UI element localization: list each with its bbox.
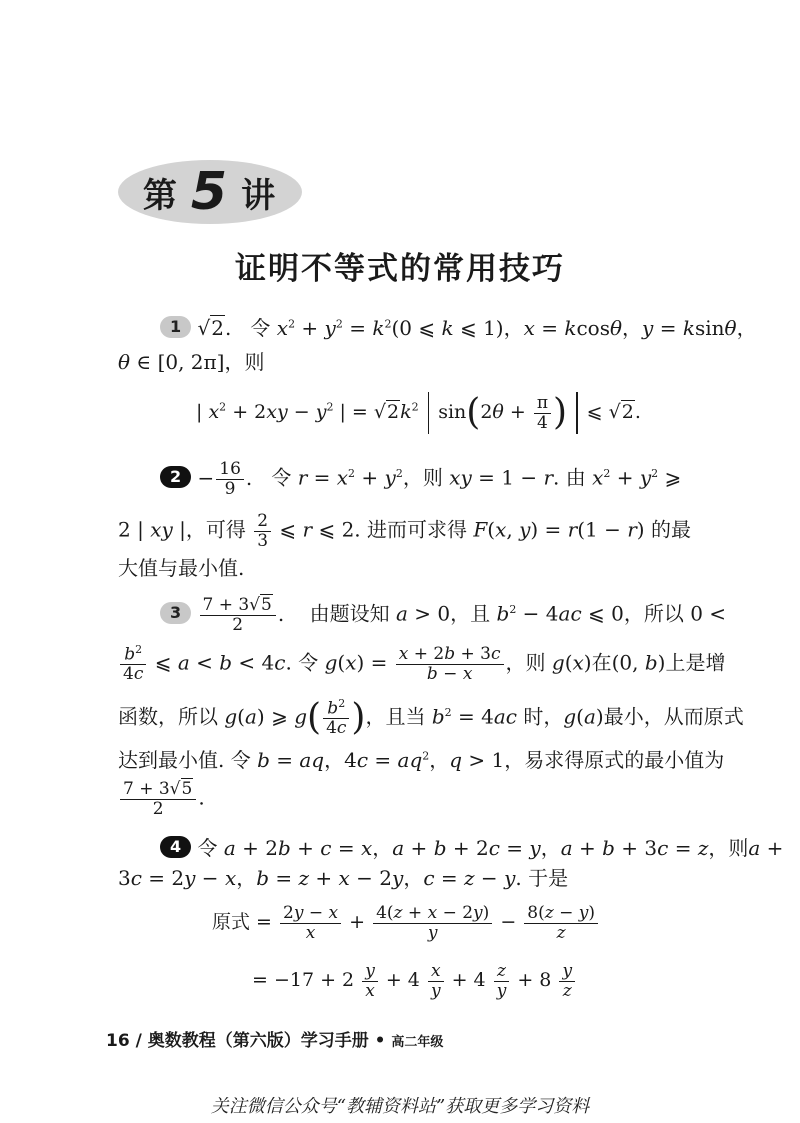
problem-4-line-2: 3c = 2y − x，b = z + x − 2y，c = z − y. 于是 <box>118 866 569 890</box>
book-title: 奥数教程（第六版）学习手册 <box>147 1031 369 1051</box>
problem-2-answer: − $\frac{16}{9}$ . <box>197 459 253 499</box>
problem-1-line-2: θ ∈ [0, 2π]，则 <box>118 350 265 374</box>
problem-4-line-1: 4 令 a + 2b + c = x，a + b + 2c = y，a + b + 3c = z，则a + <box>160 836 783 860</box>
lecture-label <box>118 160 302 224</box>
problem-3-line-2: $\frac{b^2}{4c}$ ⩽ a < b < 4c. 令 g(x) = $\frac{x + 2b + 3c}{b - x}$ ，则 g(x)在(0, b)上是增 <box>118 644 725 684</box>
problem-2-line-3: 大值与最小值. <box>118 556 245 580</box>
problem-3-line-3: 函数，所以 g(a) ⩾ g( $\frac{b^2}{4c}$ )，且当 $b^2 = 4ac$ 时，g(a)最小，从而原式 <box>118 697 744 739</box>
page-number: 16 <box>106 1031 130 1051</box>
problem-2-line-2: 2 | xy |，可得 $\frac{2}{3}$ ⩽ r ⩽ 2. 进而可求得 F(x, y) = r(1 − r) 的最 <box>118 511 691 551</box>
problem-3-badge: 3 <box>160 602 191 624</box>
problem-3-line-1: 3 $\frac{7 + 3√5}{2}$ . 由题设知 a > 0，且 $b^2 - 4ac$ ⩽ 0，所以 0 < <box>160 596 726 634</box>
problem-4-display-2: = −17 + 2 $\frac{y}{x}$ + 4 $\frac{x}{y}$ + 4 $\frac{z}{y}$ + 8 $\frac{y}{z}$ <box>252 962 577 1000</box>
problem-1-display: | $x^2 + 2xy - y^2$ | = $√2k^2$ sin(2θ + $\frac{\pi}{4}$ ) ⩽ √2. <box>196 392 641 433</box>
problem-3-answer: $\frac{7 + 3√5}{2}$ . <box>198 602 285 626</box>
lecture-suffix: 讲 <box>241 175 278 216</box>
problem-2-badge: 2 <box>160 466 191 488</box>
problem-1-answer: √2. <box>197 316 232 340</box>
problem-4-display-1: 原式 = $\frac{2y - x}{x}$ + $\frac{4(z + x - 2y)}{y}$ − $\frac{8(z - y)}{z}$ <box>212 904 600 942</box>
problem-1-line-1: 1 √2. 令 $x^2 + y^2 = k^2(0$ ⩽ k ⩽ 1)，x = kcosθ，y = ksinθ， <box>160 316 757 340</box>
page-footer: 16 / 奥数教程（第六版）学习手册 • 高二年级 <box>106 1031 444 1051</box>
footer-notice: 关注微信公众号“教辅资料站”获取更多学习资料 <box>210 1096 590 1117</box>
page-title: 证明不等式的常用技巧 <box>235 251 565 287</box>
lecture-number: 5 <box>190 162 230 222</box>
problem-1-badge: 1 <box>160 316 191 338</box>
problem-2-line-1: 2 − $\frac{16}{9}$ . 令 $r = x^2 + y^2$，则 xy = 1 − r. 由 $x^2 + y^2$ ⩾ <box>160 460 681 498</box>
problem-4-badge: 4 <box>160 836 191 858</box>
problem-3-line-4: 达到最小值. 令 b = aq，$4c = aq^2$，q > 1，易求得原式的最小值为 <box>118 748 725 772</box>
grade-label: 高二年级 <box>391 1035 444 1050</box>
lecture-prefix: 第 <box>142 175 179 216</box>
problem-3-line-5: $\frac{7 + 3√5}{2}$ . <box>118 780 205 818</box>
